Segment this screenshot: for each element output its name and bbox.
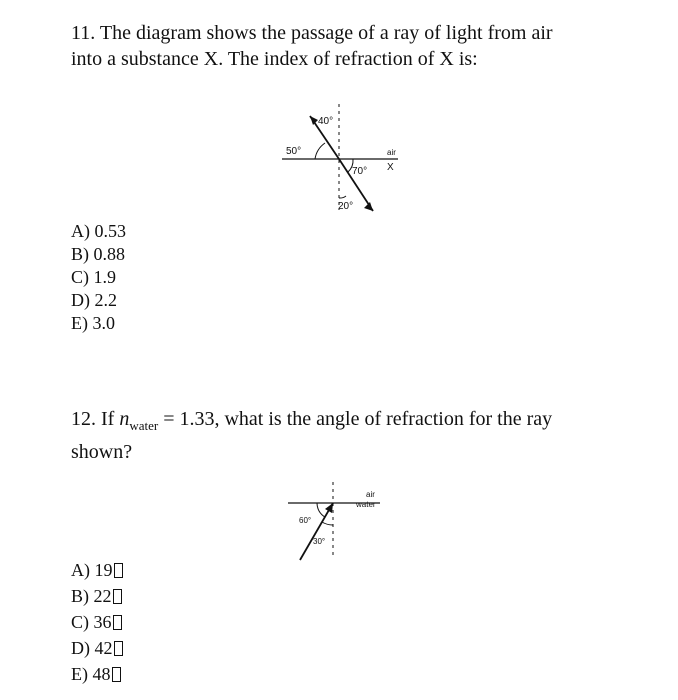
missing-glyph-box (114, 563, 123, 578)
choice-b[interactable]: B) 0.88 (71, 244, 125, 264)
medium-water-label: water (356, 500, 376, 509)
choice-e-text: E) 48 (71, 664, 111, 684)
choice-a[interactable] (71, 557, 123, 583)
incident-ray (300, 503, 333, 560)
choice-d[interactable] (71, 635, 123, 661)
choice-d-text: D) 42 (71, 638, 113, 658)
choice-e[interactable] (71, 661, 123, 687)
n-subscript: water (129, 418, 159, 433)
question-12-number: 12. (71, 408, 96, 430)
missing-glyph-box (113, 589, 122, 604)
question-12-text (71, 406, 671, 465)
question-11-number: 11. (71, 22, 96, 44)
angle-arc-bottom (339, 196, 346, 198)
question-11-choices (71, 220, 126, 335)
angle-arc-left (317, 503, 325, 517)
angle-arc-bottom (322, 522, 333, 525)
angle-arc-left (315, 143, 325, 159)
missing-glyph-box (114, 641, 123, 656)
incident-arrow-icon (310, 116, 318, 125)
choice-c[interactable] (71, 609, 123, 635)
choice-c-text: C) 36 (71, 612, 112, 632)
choice-a[interactable]: A) 0.53 (71, 221, 126, 241)
angle-70-label: 70° (352, 166, 368, 177)
question-11-text (71, 20, 671, 72)
question-12-diagram (280, 478, 400, 568)
angle-30-label: 30° (313, 537, 326, 546)
angle-40-label: 40° (318, 116, 334, 127)
angle-60-label: 60° (299, 516, 312, 525)
question-12-choices (71, 557, 123, 687)
angle-20-label: 20° (338, 201, 354, 212)
question-12-line-2: shown? (71, 441, 133, 463)
question-11-line-1 (71, 20, 671, 46)
choice-b-text: B) 22 (71, 586, 112, 606)
medium-air-label: air (366, 490, 375, 499)
question-12-stem-1: = 1.33, what is the angle of refraction for the ray (163, 408, 553, 430)
missing-glyph-box (113, 615, 122, 630)
medium-x-label: X (387, 162, 394, 173)
choice-d[interactable]: D) 2.2 (71, 290, 117, 310)
question-12-line-1 (71, 406, 671, 439)
medium-air-label: air (387, 148, 396, 157)
question-12-if: If (101, 408, 115, 430)
question-11-diagram (270, 98, 410, 218)
n-symbol: n (119, 408, 130, 430)
choice-c[interactable]: C) 1.9 (71, 267, 116, 287)
question-11-line-2: into a substance X. The index of refraction of X is: (71, 48, 478, 70)
question-11-stem-1: The diagram shows the passage of a ray of light from air (99, 22, 553, 44)
choice-b[interactable] (71, 583, 123, 609)
missing-glyph-box (112, 667, 121, 682)
angle-50-label: 50° (286, 146, 302, 157)
choice-a-text: A) 19 (71, 560, 113, 580)
choice-e[interactable]: E) 3.0 (71, 313, 115, 333)
